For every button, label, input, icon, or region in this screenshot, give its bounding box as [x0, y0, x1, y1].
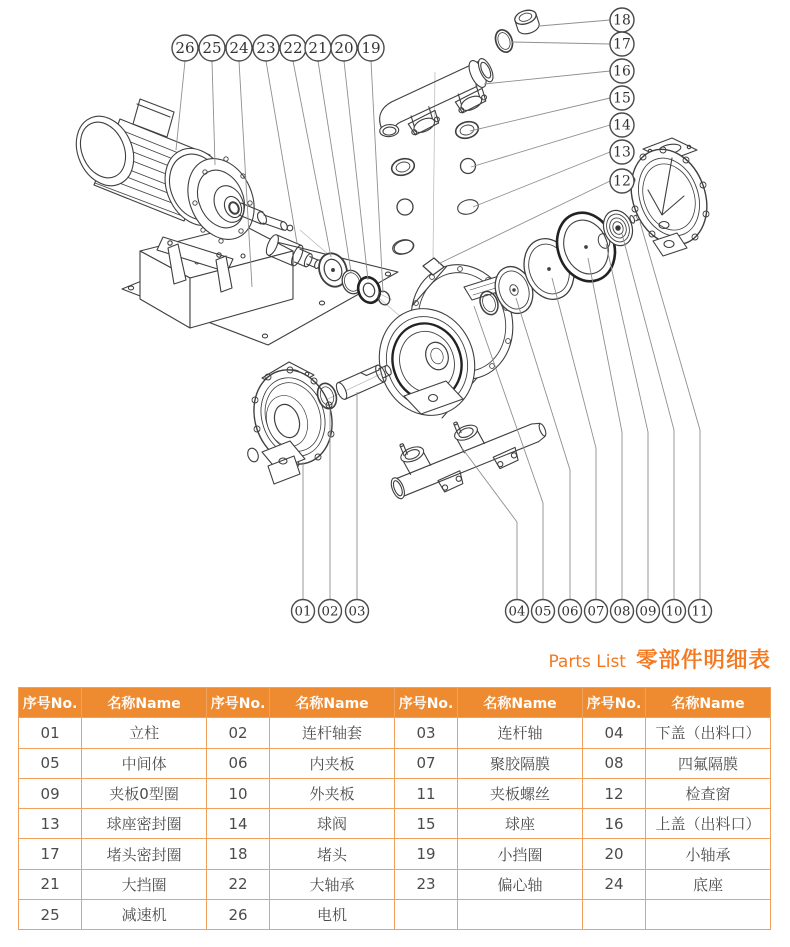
callout-number-25: 25: [202, 38, 222, 57]
part-number-cell: 05: [19, 748, 82, 778]
manifold-port: [396, 437, 431, 476]
parts-list-title-zh: 零部件明细表: [635, 648, 771, 673]
leader-line-21: [318, 61, 351, 272]
callout-number-18: 18: [613, 12, 631, 29]
inspection-window: [393, 238, 444, 275]
part-name-header: 名称Name: [270, 688, 395, 718]
parts-table-row: [19, 748, 771, 778]
part-name-cell: 减速机: [82, 900, 207, 930]
gear-reducer: [153, 138, 292, 250]
part-name-cell: 底座: [646, 869, 771, 899]
callout-number-21: 21: [308, 38, 328, 57]
part-number-cell: 15: [394, 809, 457, 839]
plug: [513, 8, 541, 37]
part-number-cell: 14: [206, 809, 269, 839]
part-no-header: 序号No.: [582, 688, 645, 718]
callout-number-06: 06: [561, 604, 579, 620]
valve-set-right: [454, 119, 480, 216]
leader-line-09: [606, 244, 648, 600]
part-name-cell: 连杆轴套: [270, 718, 395, 748]
part-name-header: 名称Name: [458, 688, 583, 718]
part-number-cell: 04: [582, 718, 645, 748]
manifold-port: [450, 415, 485, 454]
part-name-cell: 外夹板: [270, 778, 395, 808]
callout-number-23: 23: [256, 38, 276, 57]
parts-table: [18, 687, 771, 930]
callout-number-13: 13: [613, 144, 631, 161]
parts-table-row: [19, 869, 771, 899]
parts-table-row: [19, 718, 771, 748]
callout-number-22: 22: [283, 38, 303, 57]
parts-table-row: [19, 778, 771, 808]
part-number-cell: 26: [206, 900, 269, 930]
part-name-cell: 四氟隔膜: [646, 748, 771, 778]
part-number-cell: 24: [582, 869, 645, 899]
leader-line-26: [176, 61, 185, 150]
callout-number-02: 02: [321, 604, 339, 620]
callout-number-09: 09: [639, 604, 657, 620]
leader-line-07: [552, 278, 596, 600]
callout-number-12: 12: [613, 173, 631, 190]
part-number-cell: 13: [19, 809, 82, 839]
callout-number-01: 01: [294, 604, 312, 620]
part-number-cell: 17: [19, 839, 82, 869]
part-name-cell: 堵头密封圈: [82, 839, 207, 869]
leader-line-18: [539, 20, 610, 26]
part-name-cell: [458, 900, 583, 930]
part-name-cell: 内夹板: [270, 748, 395, 778]
part-number-cell: 03: [394, 718, 457, 748]
part-number-cell: 02: [206, 718, 269, 748]
part-name-cell: 夹板0型圈: [82, 778, 207, 808]
parts-table-row: [19, 839, 771, 869]
part-number-cell: 18: [206, 839, 269, 869]
callout-number-17: 17: [613, 36, 631, 53]
part-name-header: 名称Name: [646, 688, 771, 718]
connecting-rod: [334, 361, 394, 401]
part-number-cell: 10: [206, 778, 269, 808]
leader-line-15: [470, 98, 610, 131]
callout-number-10: 10: [665, 604, 683, 620]
parts-list-title: [548, 643, 771, 674]
part-name-cell: 上盖（出料口）: [646, 809, 771, 839]
part-number-cell: 25: [19, 900, 82, 930]
diaphragm-stack: [477, 205, 646, 319]
manifold-port: [405, 105, 442, 137]
part-number-cell: 08: [582, 748, 645, 778]
part-name-cell: 球座: [458, 809, 583, 839]
part-name-cell: 堵头: [270, 839, 395, 869]
part-number-cell: 01: [19, 718, 82, 748]
part-number-cell: 22: [206, 869, 269, 899]
leader-line-20: [344, 61, 368, 280]
part-number-cell: [394, 900, 457, 930]
part-number-cell: 23: [394, 869, 457, 899]
parts-table-row: [19, 809, 771, 839]
upper-manifold: [367, 55, 503, 150]
part-name-cell: 球座密封圈: [82, 809, 207, 839]
callout-number-24: 24: [229, 38, 249, 57]
callout-number-08: 08: [613, 604, 631, 620]
parts-table-row: [19, 900, 771, 930]
part-name-cell: 立柱: [82, 718, 207, 748]
leader-line-04: [462, 448, 517, 600]
part-name-cell: 大挡圈: [82, 869, 207, 899]
part-no-header: 序号No.: [394, 688, 457, 718]
part-name-cell: 大轴承: [270, 869, 395, 899]
part-name-cell: 电机: [270, 900, 395, 930]
lower-manifold: [378, 392, 553, 510]
callout-number-16: 16: [613, 63, 631, 80]
part-number-cell: [582, 900, 645, 930]
leader-line-17: [512, 42, 610, 44]
part-name-cell: 偏心轴: [458, 869, 583, 899]
part-number-cell: 11: [394, 778, 457, 808]
leader-line-16: [484, 71, 610, 84]
part-no-header: 序号No.: [206, 688, 269, 718]
leader-line-19: [371, 61, 383, 293]
leader-line-25: [212, 61, 215, 165]
part-name-cell: 小挡圈: [458, 839, 583, 869]
part-name-cell: 下盖（出料口）: [646, 718, 771, 748]
part-name-cell: 球阀: [270, 809, 395, 839]
part-name-cell: 聚胶隔膜: [458, 748, 583, 778]
callout-number-11: 11: [691, 604, 709, 620]
callout-number-05: 05: [534, 604, 552, 620]
part-name-cell: 检查窗: [646, 778, 771, 808]
part-no-header: 序号No.: [19, 688, 82, 718]
callout-number-26: 26: [175, 38, 195, 57]
leader-line-08: [588, 258, 622, 600]
callout-number-15: 15: [613, 90, 631, 107]
part-number-cell: 06: [206, 748, 269, 778]
callout-number-14: 14: [613, 117, 631, 134]
leader-line-11: [640, 222, 700, 600]
part-number-cell: 16: [582, 809, 645, 839]
leader-line-22: [293, 61, 331, 257]
parts-list-title-en: Parts List: [548, 652, 626, 672]
part-number-cell: 12: [582, 778, 645, 808]
part-name-cell: [646, 900, 771, 930]
callout-number-20: 20: [334, 38, 354, 57]
part-number-cell: 21: [19, 869, 82, 899]
leader-line-23: [266, 61, 297, 243]
callout-number-19: 19: [361, 38, 381, 57]
part-name-cell: 夹板螺丝: [458, 778, 583, 808]
part-number-cell: 19: [394, 839, 457, 869]
part-number-cell: 07: [394, 748, 457, 778]
part-number-cell: 09: [19, 778, 82, 808]
callout-number-07: 07: [587, 604, 605, 620]
plug-seal-ring: [493, 27, 516, 54]
part-number-cell: 20: [582, 839, 645, 869]
callout-number-04: 04: [508, 604, 526, 620]
part-name-cell: 连杆轴: [458, 718, 583, 748]
part-name-cell: 中间体: [82, 748, 207, 778]
part-name-header: 名称Name: [82, 688, 207, 718]
left-cover: [242, 360, 344, 484]
callout-number-03: 03: [348, 604, 366, 620]
part-name-cell: 小轴承: [646, 839, 771, 869]
